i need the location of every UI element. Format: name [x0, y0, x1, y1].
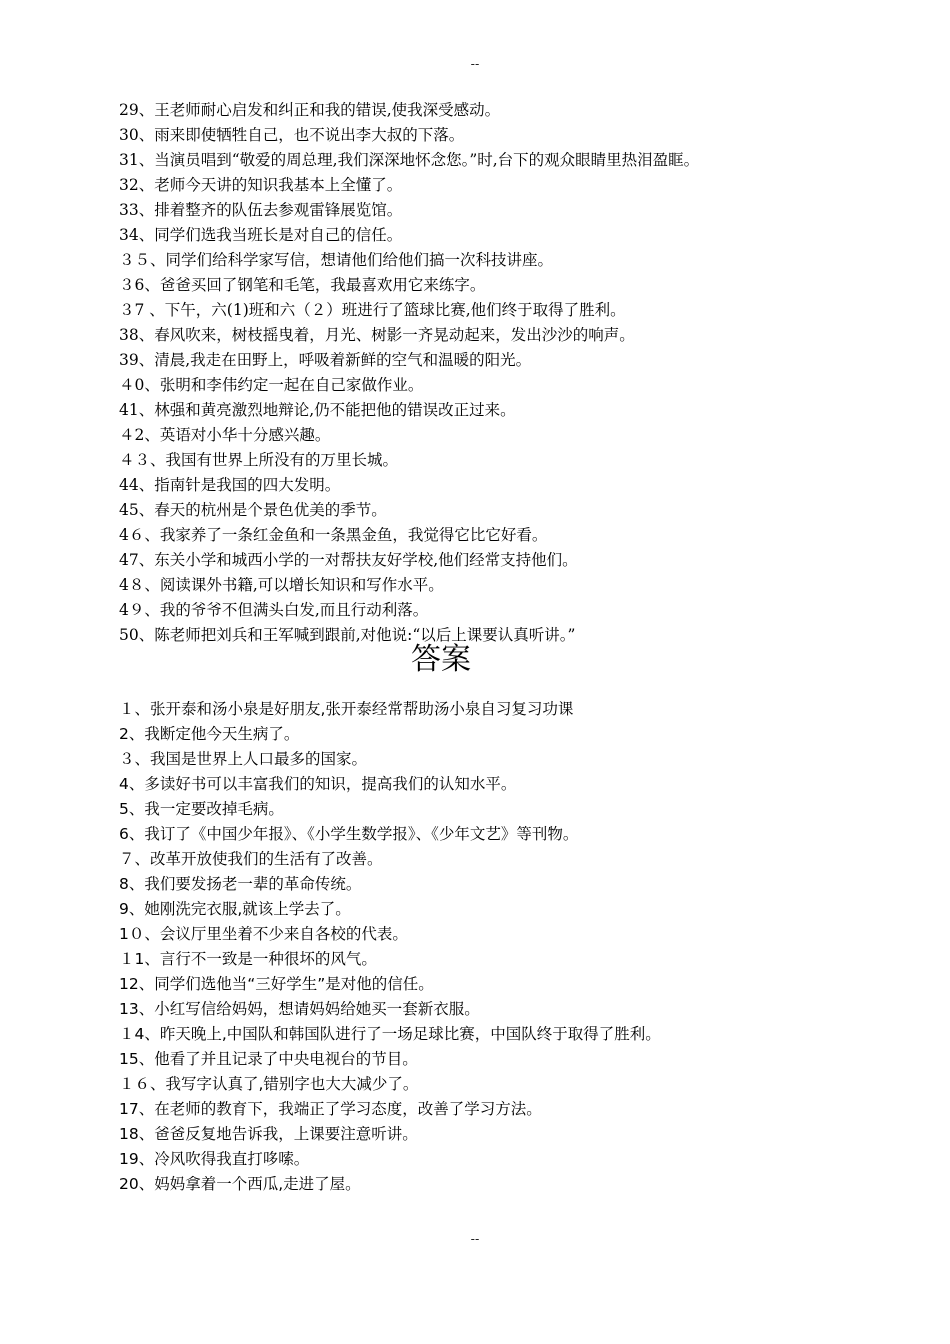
question-item: 39、清晨,我走在田野上，呼吸着新鲜的空气和温暖的阳光。 [119, 351, 532, 369]
answer-item: 2、我断定他今天生病了。 [119, 725, 300, 743]
answer-item: 9、她刚洗完衣服,就该上学去了。 [119, 900, 351, 918]
answer-item: ７、改革开放使我们的生活有了改善。 [119, 850, 383, 868]
question-item: 4８、阅读课外书籍,可以增长知识和写作水平。 [119, 576, 444, 594]
answer-item: １4、昨天晚上,中国队和韩国队进行了一场足球比赛，中国队终于取得了胜利。 [119, 1025, 661, 1043]
answer-item: 19、冷风吹得我直打哆嗦。 [119, 1150, 310, 1168]
question-item: 31、当演员唱到“敬爱的周总理,我们深深地怀念您。”时,台下的观众眼睛里热泪盈眶。 [119, 151, 700, 169]
answer-item: ３、我国是世界上人口最多的国家。 [119, 750, 368, 768]
answer-item: 12、同学们选他当“三好学生”是对他的信任。 [119, 975, 434, 993]
question-item: 29、王老师耐心启发和纠正和我的错误,使我深受感动。 [119, 101, 501, 119]
question-item: 34、同学们选我当班长是对自己的信任。 [119, 226, 403, 244]
answer-item: １1、言行不一致是一种很坏的风气。 [119, 950, 377, 968]
question-list [119, 98, 859, 648]
question-item: 32、老师今天讲的知识我基本上全懂了。 [119, 176, 403, 194]
answer-item: 4、多读好书可以丰富我们的知识，提高我们的认知水平。 [119, 775, 517, 793]
answer-item: １６、我写字认真了,错别字也大大减少了。 [119, 1075, 419, 1093]
question-item: 45、春天的杭州是个景色优美的季节。 [119, 501, 387, 519]
answer-item: 8、我们要发扬老一辈的革命传统。 [119, 875, 362, 893]
question-item: 41、林强和黄亮激烈地辩论,仍不能把他的错误改正过来。 [119, 401, 516, 419]
question-item: 47、东关小学和城西小学的一对帮扶友好学校,他们经常支持他们。 [119, 551, 578, 569]
question-item: 33、排着整齐的队伍去参观雷锋展览馆。 [119, 201, 403, 219]
answer-item: 17、在老师的教育下，我端正了学习态度，改善了学习方法。 [119, 1100, 542, 1118]
question-item: ４３、我国有世界上所没有的万里长城。 [119, 451, 399, 469]
page-footer-mark: -- [470, 1232, 480, 1246]
answer-item: 15、他看了并且记录了中央电视台的节目。 [119, 1050, 418, 1068]
question-item: 30、雨来即使牺牲自己，也不说出李大叔的下落。 [119, 126, 465, 144]
answer-item: １、张开泰和汤小泉是好朋友,张开泰经常帮助汤小泉自习复习功课 [119, 700, 574, 718]
question-item: 50、陈老师把刘兵和王军喊到跟前,对他说:“以后上课要认真听讲。” [119, 626, 576, 644]
question-item: ４2、英语对小华十分感兴趣。 [119, 426, 331, 444]
question-item: 4６、我家养了一条红金鱼和一条黑金鱼，我觉得它比它好看。 [119, 526, 548, 544]
question-item: ３５、同学们给科学家写信，想请他们给他们搞一次科技讲座。 [119, 251, 554, 269]
question-item: 44、指南针是我国的四大发明。 [119, 476, 341, 494]
answer-item: 6、我订了《中国少年报》、《小学生数学报》、《少年文艺》等刊物。 [119, 825, 579, 843]
question-item: 38、春风吹来，树枝摇曳着，月光、树影一齐晃动起来，发出沙沙的响声。 [119, 326, 635, 344]
question-item: ３6、爸爸买回了钢笔和毛笔，我最喜欢用它来练字。 [119, 276, 486, 294]
answer-item: 1０、会议厅里坐着不少来自各校的代表。 [119, 925, 408, 943]
answer-item: 18、爸爸反复地告诉我，上课要注意听讲。 [119, 1125, 418, 1143]
answer-item: 20、妈妈拿着一个西瓜,走进了屋。 [119, 1175, 361, 1193]
page-header-mark: -- [470, 57, 480, 71]
answer-list [119, 697, 859, 1197]
answer-item: 13、小红写信给妈妈，想请妈妈给她买一套新衣服。 [119, 1000, 480, 1018]
question-item: ４0、张明和李伟约定一起在自己家做作业。 [119, 376, 424, 394]
answer-heading: 答案 [411, 642, 471, 677]
question-item: 4９、我的爷爷不但满头白发,而且行动利落。 [119, 601, 429, 619]
answer-item: 5、我一定要改掉毛病。 [119, 800, 284, 818]
question-item: ３7 、下午，六(1)班和六（２）班进行了篮球比赛,他们终于取得了胜利。 [119, 301, 626, 319]
